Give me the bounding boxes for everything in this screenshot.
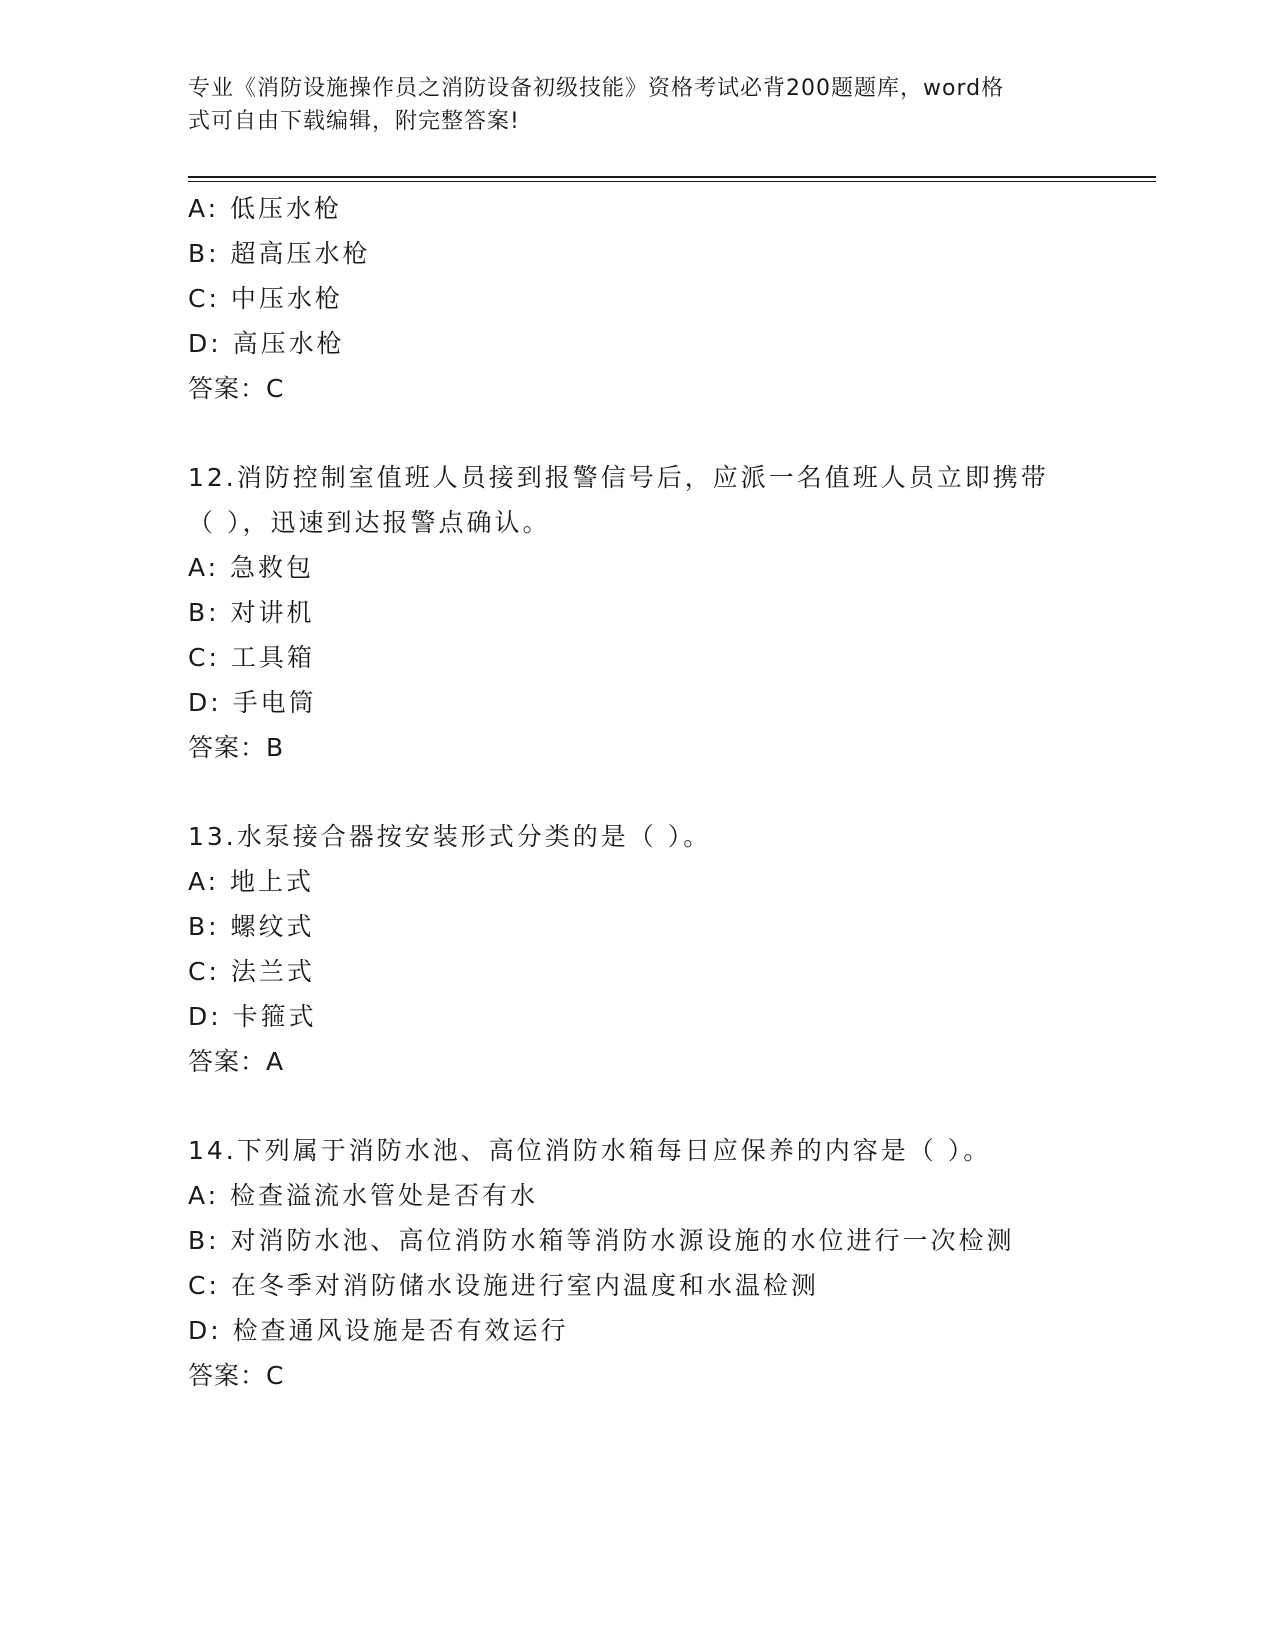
q11-option-c: C: 中压水枪 bbox=[188, 284, 343, 313]
q14-option-d: D: 检查通风设施是否有效运行 bbox=[188, 1316, 569, 1345]
q12-option-a: A: 急救包 bbox=[188, 553, 315, 582]
q13-option-a: A: 地上式 bbox=[188, 867, 315, 896]
q13-answer: 答案：A bbox=[188, 1047, 285, 1076]
q11-answer: 答案：C bbox=[188, 374, 285, 403]
q13-option-b: B: 螺纹式 bbox=[188, 912, 315, 941]
q13-option-d: D: 卡箍式 bbox=[188, 1002, 317, 1031]
q12-option-c: C: 工具箱 bbox=[188, 643, 315, 672]
q12-question-line-2: （ ），迅速到达报警点确认。 bbox=[188, 508, 551, 537]
q14-answer: 答案：C bbox=[188, 1361, 285, 1390]
q13-question: 13.水泵接合器按安装形式分类的是（ ）。 bbox=[188, 822, 712, 851]
header-divider-thick bbox=[188, 176, 1156, 178]
q14-option-b: B: 对消防水池、高位消防水箱等消防水源设施的水位进行一次检测 bbox=[188, 1226, 1015, 1255]
q11-option-b: B: 超高压水枪 bbox=[188, 239, 371, 268]
q12-answer: 答案：B bbox=[188, 733, 285, 762]
q14-option-a: A: 检查溢流水管处是否有水 bbox=[188, 1181, 539, 1210]
q11-option-a: A: 低压水枪 bbox=[188, 194, 343, 223]
q12-option-d: D: 手电筒 bbox=[188, 688, 317, 717]
q11-option-d: D: 高压水枪 bbox=[188, 329, 345, 358]
document-header bbox=[188, 72, 1068, 138]
header-line-2: 式可自由下载编辑，附完整答案! bbox=[188, 109, 520, 134]
q14-option-c: C: 在冬季对消防储水设施进行室内温度和水温检测 bbox=[188, 1271, 819, 1300]
q14-question: 14.下列属于消防水池、高位消防水箱每日应保养的内容是（ ）。 bbox=[188, 1136, 992, 1165]
q12-question-line-1: 12.消防控制室值班人员接到报警信号后，应派一名值班人员立即携带 bbox=[188, 463, 1049, 492]
q13-option-c: C: 法兰式 bbox=[188, 957, 315, 986]
q12-option-b: B: 对讲机 bbox=[188, 598, 315, 627]
header-line-1: 专业《消防设施操作员之消防设备初级技能》资格考试必背200题题库，word格 bbox=[188, 76, 1005, 101]
header-divider-thin bbox=[188, 181, 1156, 182]
